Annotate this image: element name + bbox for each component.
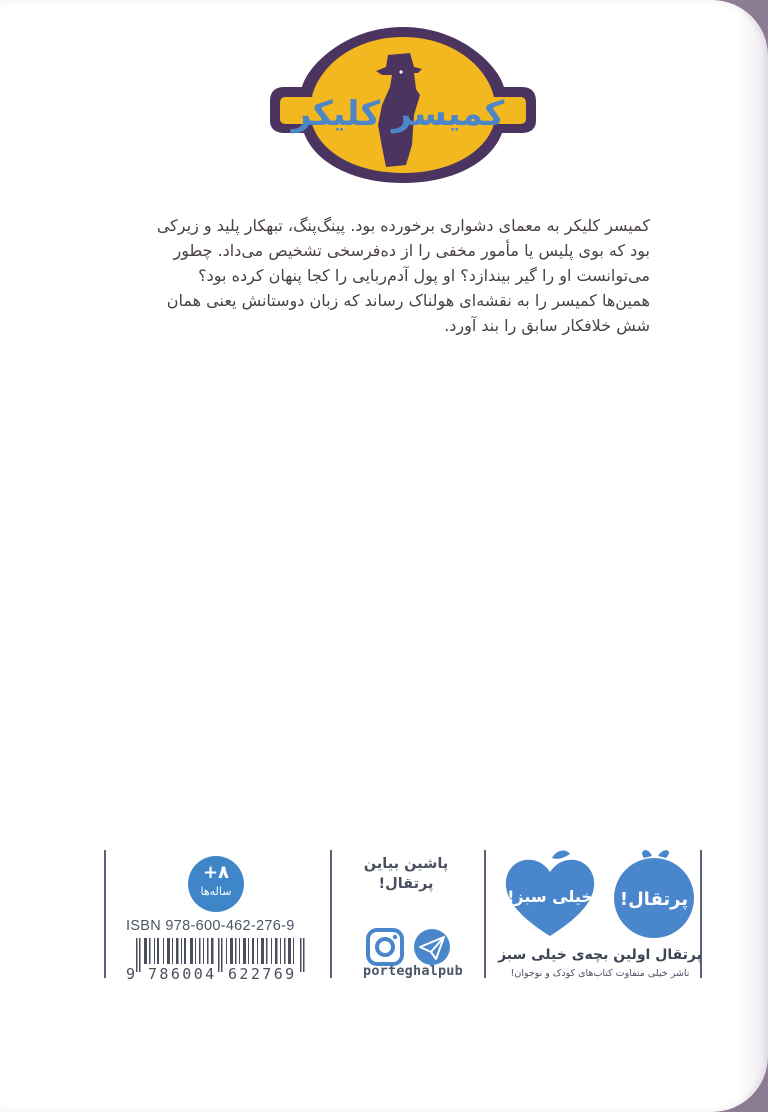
blurb-line: بود که بوی پلیس یا مأمور مخفی را از ده‌فرسخی تشخیص می‌داد. چطور xyxy=(173,241,650,260)
detective-silhouette-icon xyxy=(270,25,536,185)
publisher-subtitle: ناشر خیلی متفاوت کتاب‌های کودک و نوجوان! xyxy=(510,968,690,979)
social-icons xyxy=(362,928,462,968)
publisher-tagline: پرتقال اولین بچه‌ی خیلی سبز xyxy=(498,947,702,963)
divider xyxy=(484,850,486,978)
age-rating-badge xyxy=(188,856,244,912)
blurb-line: کمیسر کلیکر به معمای دشواری برخورده بود. پینگ‌پنگ، تبهکار پلید و زیرکی xyxy=(156,216,650,235)
instagram-icon xyxy=(368,930,402,964)
page-edge-shadow xyxy=(738,0,768,1112)
follow-line: پرتقال! xyxy=(378,876,434,892)
svg-text:786004: 786004 xyxy=(148,965,217,980)
series-logo xyxy=(270,25,536,185)
divider xyxy=(104,850,106,978)
age-number: +۸ xyxy=(202,862,230,883)
blurb-line: می‌توانست او را گیر بیندازد؟ او پول آدم‌ربایی را کجا پنهان کرده بود؟ xyxy=(198,266,650,285)
barcode xyxy=(126,938,322,980)
porteghal-logo-icon xyxy=(614,850,694,938)
svg-text:9: 9 xyxy=(126,965,136,980)
khili-sabz-heart-icon xyxy=(506,851,594,936)
telegram-icon xyxy=(414,929,450,965)
svg-text:کمیسر کلیکر: کمیسر کلیکر xyxy=(291,94,505,134)
isbn-text: ISBN 978-600-462-276-9 xyxy=(126,918,295,934)
blurb-text xyxy=(120,213,650,338)
social-handle: porteghalpub xyxy=(363,963,463,979)
svg-text:622769: 622769 xyxy=(228,965,297,980)
footer-strip xyxy=(100,850,705,980)
svg-text:خیلی سبز!: خیلی سبز! xyxy=(507,887,593,906)
age-label: ساله‌ها xyxy=(200,885,232,898)
blurb-line: همین‌ها کمیسر را به نقشه‌ای هولناک رساند که زبان دوستانش یعنی همان xyxy=(166,291,650,310)
blurb-line: شش خلافکار سابق را بند آورد. xyxy=(444,316,650,335)
publisher-logos xyxy=(498,850,708,945)
follow-us-text xyxy=(336,854,476,894)
svg-text:پرتقال!: پرتقال! xyxy=(619,889,689,910)
divider xyxy=(330,850,332,978)
follow-line: پاشین بیاین xyxy=(363,856,449,872)
